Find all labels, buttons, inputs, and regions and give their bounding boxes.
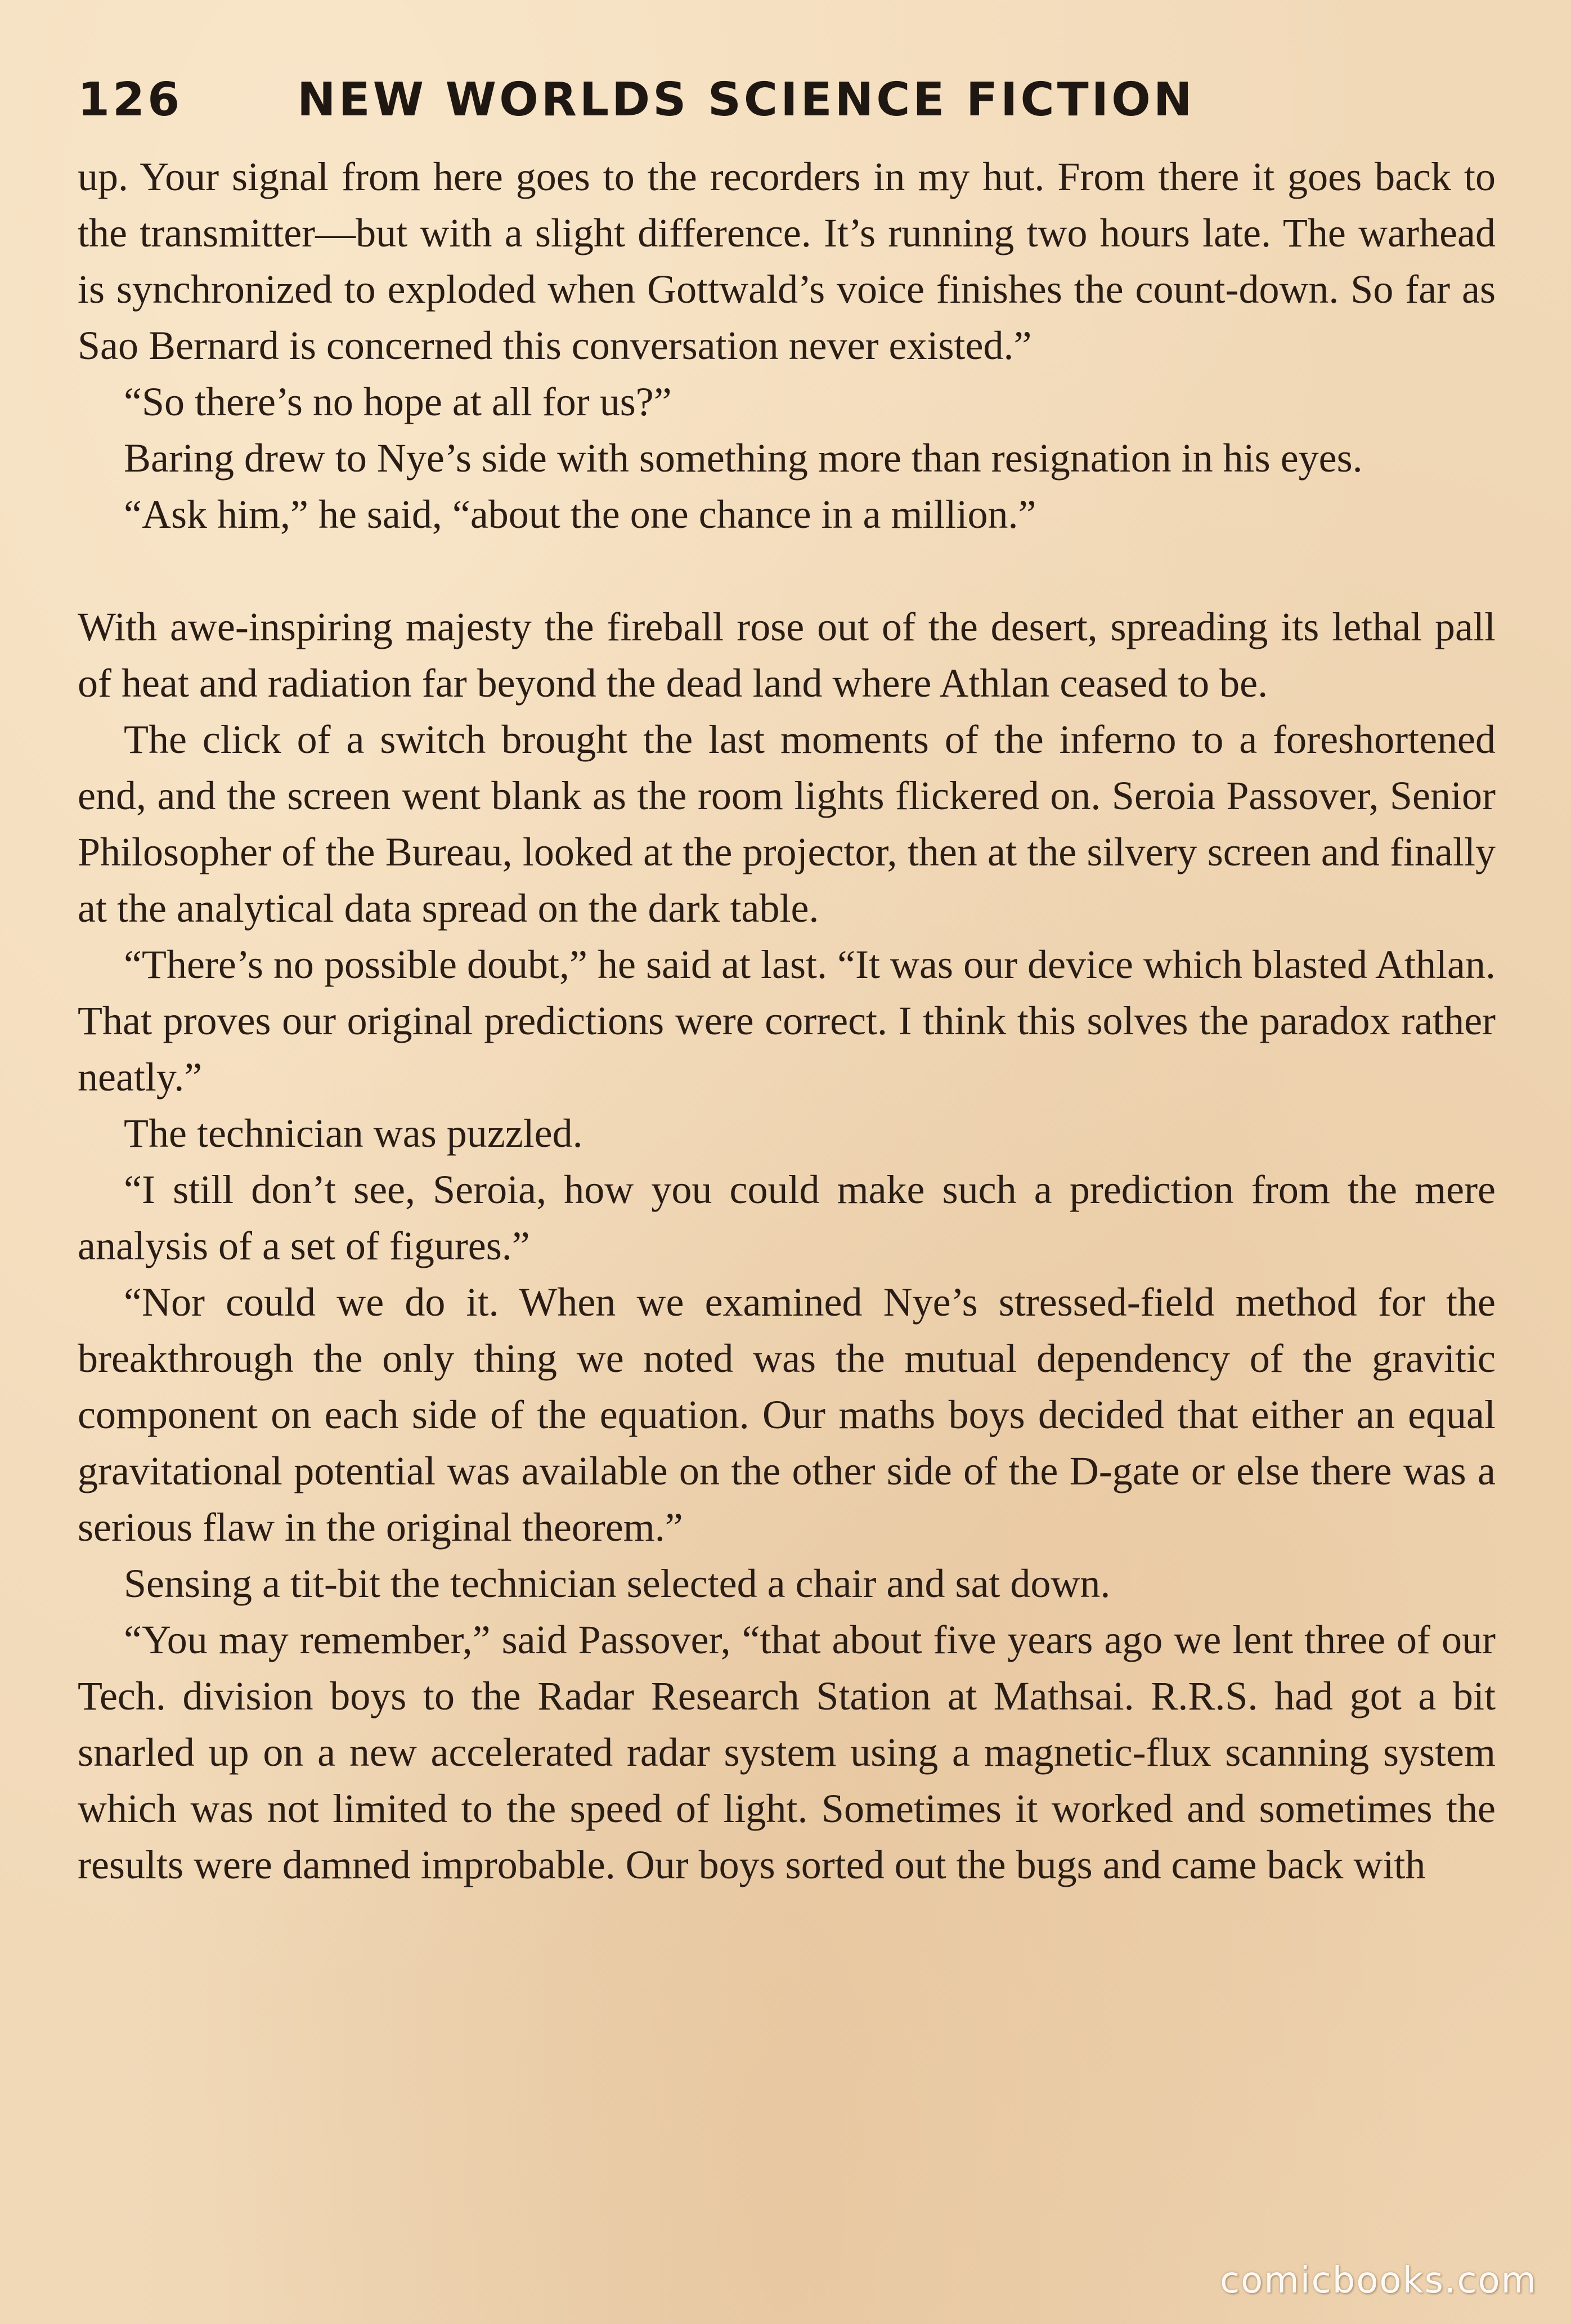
paragraph: “There’s no possible doubt,” he said at last. “It was our device which blasted Athlan. That proves our original predictions were correct. I think this solves the paradox rather neatly.” bbox=[78, 942, 1496, 1100]
page-number: 126 bbox=[78, 73, 183, 127]
paragraph: The click of a switch brought the last moments of the inferno to a foreshortened end, and the screen went blank as the room lights flickered on. Seroia Passover, Senior Philosopher of the Bureau, looked at the projector, then at the silvery screen and finally at the analytical data spread on the dark table. bbox=[78, 717, 1496, 931]
paragraph: Sensing a tit-bit the technician selected a chair and sat down. bbox=[124, 1561, 1111, 1606]
paragraph: The technician was puzzled. bbox=[124, 1111, 583, 1156]
running-head bbox=[78, 73, 1496, 141]
paragraph: “Ask him,” he said, “about the one chance in a million.” bbox=[124, 492, 1036, 537]
book-page bbox=[78, 73, 1496, 1893]
paragraph: “So there’s no hope at all for us?” bbox=[124, 379, 672, 424]
paragraph: “I still don’t see, Seroia, how you could make such a prediction from the mere analysis of a set of figures.” bbox=[78, 1167, 1496, 1268]
paragraph-section-start: With awe-inspiring majesty the fireball rose out of the desert, spreading its lethal pall of heat and radiation far beyond the dead land where Athlan ceased to be. bbox=[78, 604, 1496, 706]
running-title: NEW WORLDS SCIENCE FICTION bbox=[297, 73, 1195, 127]
paragraph: “Nor could we do it. When we examined Nye’s stressed-field method for the breakthrough the only thing we noted was the mutual dependency of the gravitic component on each side of the equation. Our maths boys decided that either an equal gravitational potential was available on the other side of the D-gate or else there was a serious flaw in the original theorem.” bbox=[78, 1280, 1496, 1550]
watermark: comicbooks.com bbox=[1219, 2260, 1537, 2301]
paragraph: Baring drew to Nye’s side with something more than resignation in his eyes. bbox=[124, 436, 1363, 481]
body-text bbox=[78, 149, 1496, 1893]
paragraph-continuation: up. Your signal from here goes to the recorders in my hut. From there it goes back to the transmitter—but with a slight difference. It’s running two hours late. The warhead is synchronized to exploded when Gottwald’s voice finishes the count-down. So far as Sao Bernard is concerned this conversation never existed.” bbox=[78, 154, 1496, 368]
paragraph: “You may remember,” said Passover, “that about five years ago we lent three of our Tech. division boys to the Radar Research Station at Mathsai. R.R.S. had got a bit snarled up on a new accelerated radar system using a magnetic-flux scanning system which was not limited to the speed of light. Sometimes it worked and sometimes the results were damned improbable. Our boys sorted out the bugs and came back with bbox=[78, 1617, 1496, 1887]
